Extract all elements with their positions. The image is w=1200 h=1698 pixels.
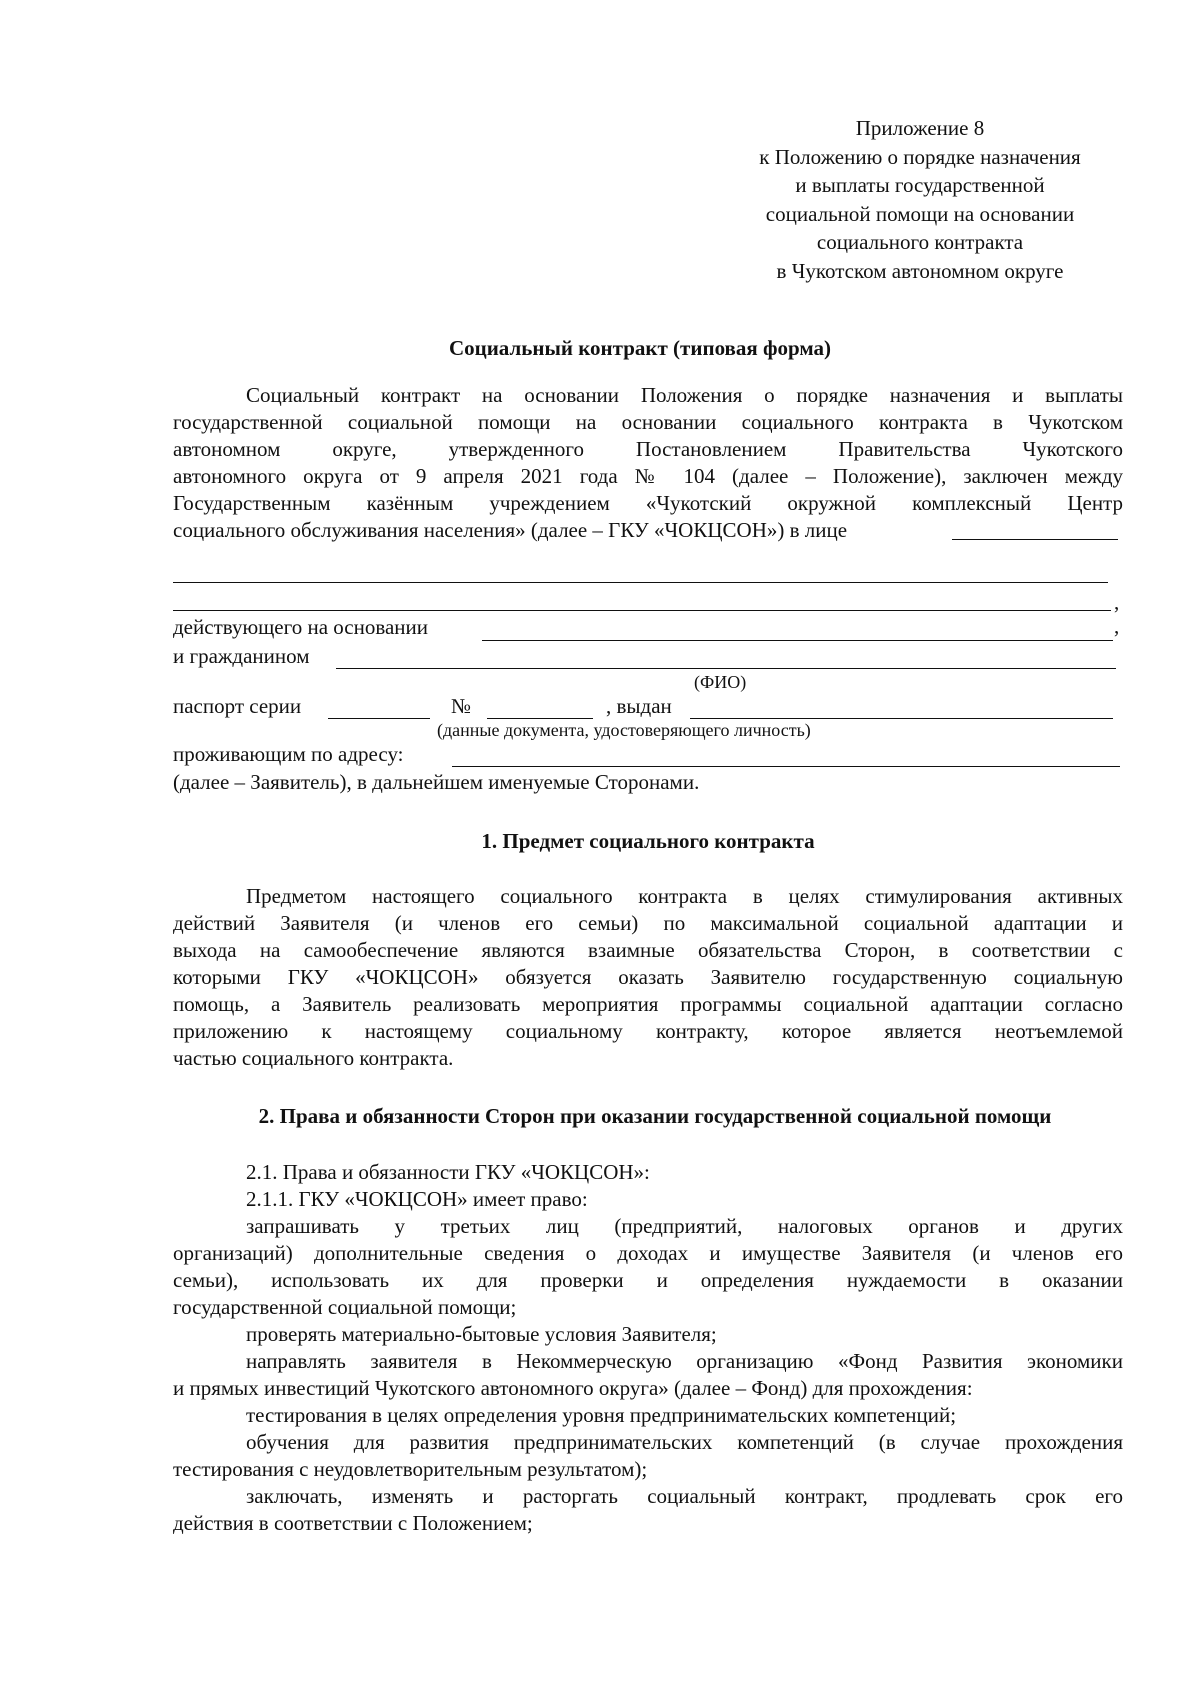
representative-blank-line-2[interactable] — [173, 566, 1108, 583]
passport-series-label: паспорт серии — [173, 694, 302, 718]
intro-line-text: социального обслуживания населения» (далее – ГКУ «ЧОКЦСОН») в лице — [173, 518, 848, 542]
section1-paragraph — [173, 883, 1123, 1072]
appendix-line: социальной помощи на основании — [765, 201, 1075, 226]
acting-basis-blank[interactable] — [482, 620, 1113, 641]
section2-item: тестирования в целях определения уровня предпринимательских компетенций; — [246, 1403, 957, 1427]
fio-caption: (ФИО) — [694, 672, 747, 692]
intro-line: автономном округе, утвержденного Постановлением Правительства Чукотского — [173, 437, 1123, 461]
document-title: Социальный контракт (типовая форма) — [448, 336, 832, 360]
section2-line: семьи), использовать их для проверки и определения нуждаемости в оказании — [173, 1268, 1123, 1292]
section1-line: частью социального контракта. — [173, 1046, 454, 1070]
passport-series-blank[interactable] — [328, 698, 430, 719]
section2-line: организаций) дополнительные сведения о доходах и имуществе Заявителя (и членов его — [173, 1241, 1123, 1265]
section2-line: государственной социальной помощи; — [173, 1295, 517, 1319]
acting-basis-label: действующего на основании — [173, 615, 429, 639]
address-blank[interactable] — [452, 746, 1120, 767]
citizen-fio-blank[interactable] — [336, 648, 1116, 669]
doc-caption: (данные документа, удостоверяющего личность) — [437, 720, 811, 740]
section2-item: проверять материально-бытовые условия Заявителя; — [246, 1322, 717, 1346]
section2-line: тестирования с неудовлетворительным результатом); — [173, 1457, 648, 1481]
passport-number-label: № — [451, 694, 472, 718]
address-label: проживающим по адресу: — [173, 742, 404, 766]
appendix-block — [720, 114, 1120, 285]
section2-line: запрашивать у третьих лиц (предприятий, налоговых органов и других — [246, 1214, 1123, 1238]
parties-text: (далее – Заявитель), в дальнейшем именуемые Сторонами. — [173, 770, 700, 794]
section2-line: направлять заявителя в Некоммерческую организацию «Фонд Развития экономики — [246, 1349, 1123, 1373]
passport-issued-blank[interactable] — [690, 698, 1113, 719]
intro-line: автономного округа от 9 апреля 2021 года № 104 (далее – Положение), заключен между — [173, 464, 1123, 488]
acting-comma: , — [1114, 614, 1120, 638]
section1-heading: 1. Предмет социального контракта — [481, 829, 815, 853]
section2-line: и прямых инвестиций Чукотского автономного округа» (далее – Фонд) для прохождения: — [173, 1376, 973, 1400]
section2-item: 2.1. Права и обязанности ГКУ «ЧОКЦСОН»: — [246, 1160, 650, 1184]
section1-line: помощь, а Заявитель реализовать мероприятия программы социальной адаптации согласно — [173, 992, 1123, 1016]
line-comma: , — [1114, 590, 1120, 614]
section1-line: которыми ГКУ «ЧОКЦСОН» обязуется оказать Заявителю государственную социальную — [173, 965, 1123, 989]
appendix-line: в Чукотском автономном округе — [776, 258, 1064, 283]
intro-line — [173, 517, 1123, 544]
passport-number-blank[interactable] — [487, 698, 593, 719]
section1-line: действий Заявителя (и членов его семьи) по максимальной социальной адаптации и — [173, 911, 1123, 935]
intro-line: Государственным казённым учреждением «Чукотский окружной комплексный Центр — [173, 491, 1123, 515]
section2-item: 2.1.1. ГКУ «ЧОКЦСОН» имеет право: — [246, 1187, 588, 1211]
parties-row — [173, 769, 1128, 796]
representative-blank[interactable] — [952, 519, 1118, 540]
citizen-label: и гражданином — [173, 644, 310, 668]
appendix-line: и выплаты государственной — [795, 173, 1045, 197]
intro-line: Социальный контракт на основании Положения о порядке назначения и выплаты — [246, 383, 1123, 407]
representative-blank-line-3[interactable] — [173, 594, 1111, 611]
section2-line: обучения для развития предпринимательских компетенций (в случае прохождения — [246, 1430, 1123, 1454]
section2-line: действия в соответствии с Положением; — [173, 1511, 533, 1535]
passport-issued-label: , выдан — [606, 694, 672, 718]
appendix-line: Приложение 8 — [855, 116, 985, 140]
appendix-line: социального контракта — [816, 230, 1024, 254]
section1-line: приложению к настоящему социальному контракту, которое является неотъемлемой — [173, 1019, 1123, 1043]
section2-heading: 2. Права и обязанности Сторон при оказании государственной социальной помощи — [258, 1104, 1052, 1128]
intro-paragraph — [173, 382, 1123, 544]
section2-body — [173, 1159, 1123, 1537]
section1-line: выхода на самообеспечение являются взаимные обязательства Сторон, в соответствии с — [173, 938, 1123, 962]
intro-line: государственной социальной помощи на основании социального контракта в Чукотском — [173, 410, 1123, 434]
section2-line: заключать, изменять и расторгать социальный контракт, продлевать срок его — [246, 1484, 1123, 1508]
appendix-line: к Положению о порядке назначения — [759, 144, 1081, 169]
section1-line: Предметом настоящего социального контракта в целях стимулирования активных — [246, 884, 1123, 908]
